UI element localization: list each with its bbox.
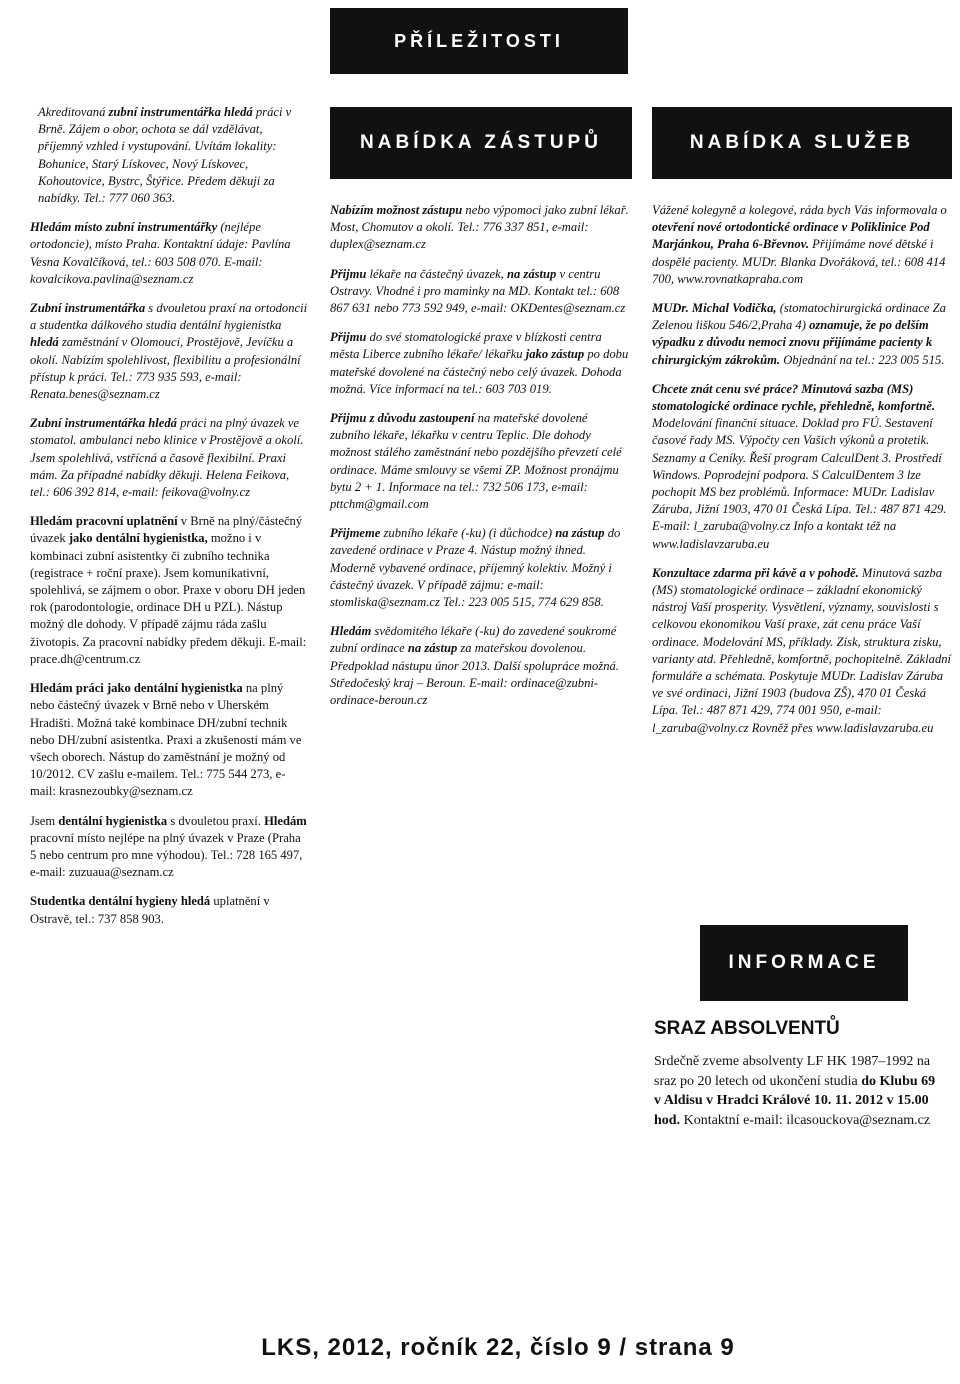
text-bold: Zubní instrumentářka hledá — [30, 416, 177, 431]
ad-left-4 — [30, 415, 308, 501]
text: Srdečně zveme absolventy LF HK 1987–1992 na sraz po 20 letech od ukončení studia — [654, 1054, 931, 1089]
ad-left-8 — [30, 893, 308, 927]
ad-left-2 — [30, 219, 308, 288]
text-bold: Hledám pracovní uplatnění — [30, 514, 178, 529]
header-nabidka-sluzeb-text: NABÍDKA SLUŽEB — [689, 132, 915, 153]
text-bold: Přijmeme — [330, 526, 381, 541]
text: do zavedené ordinace v Praze 4. Nástup možný ihned. Moderně vybavené ordinace, příjemný kolektiv. Možný i částečný úvazek. V případě zájmu: e-mail: stomliska@seznam.cz Tel.: 223 005 515, 774 629 858. — [330, 526, 621, 610]
right-column — [652, 202, 952, 749]
sraz-section — [654, 1018, 944, 1130]
text-bold: do Klubu 69 v Aldisu v Hradci Králové 10. 11. 2012 v 15.00 hod. — [654, 1073, 936, 1128]
text-bold: Hledám práci jako dentální hygienistka — [30, 681, 243, 696]
text-bold: Hledám — [330, 624, 372, 639]
ad-left-6 — [30, 680, 308, 800]
text-bold: Konzultace zdarma při kávě a v pohodě. — [652, 565, 859, 580]
sraz-title: SRAZ ABSOLVENTŮ — [654, 1018, 840, 1039]
text: s dvouletou praxí na ortodoncii a studentka dálkového studia dentální hygienistka — [30, 301, 308, 333]
text-bold: jako zástup — [525, 347, 585, 362]
text: s dvouletou praxí. — [167, 813, 265, 828]
text-bold: na zástup — [506, 266, 557, 281]
text-bold: na zástup — [555, 526, 605, 541]
text-bold: Studentka dentální hygieny hledá — [30, 894, 211, 909]
header-informace — [700, 925, 908, 1001]
text: Jsem — [30, 813, 59, 828]
text: Minutová sazba (MS) stomatologické ordinace – základní ekonomický nástroj Vaší prosperity. Vysvětlení, významy, souvislosti s celkovou ekonomikou Vaší praxe, zát cenu práce Vaší ordinace. Modelování MS, příklady. Zisk, struktura zisku, varianty atd. Přehledně, komfortně, pochopitelně. Základní formuláře a schémata. Poskytuje MUDr. Ladislav Záruba ve své ordinaci, Jižní 1903 (budova ZŠ), 470 01 Česká Lípa. Tel.: 487 871 429, 774 001 950, e-mail: l_zaruba@volny.cz Rovněž přes www.ladislavzaruba.eu — [652, 565, 952, 735]
text: Akreditovaná — [38, 105, 109, 119]
text-bold: Hledám — [264, 813, 307, 828]
ad-right-3 — [652, 381, 952, 553]
text: svědomitého lékaře (-ku) do zavedené soukromé zubní ordinace — [330, 624, 617, 656]
text-bold: otevření nové ortodontické ordinace v Poliklinice Pod Marjánkou, Praha 6-Břevnov. — [652, 220, 930, 252]
ad-right-2 — [652, 300, 952, 369]
ad-left-7 — [30, 813, 308, 882]
text: lékaře na částečný úvazek, — [366, 266, 507, 281]
text: (stomatochirurgická ordinace Za Zelenou liškou 546/2,Praha 4) — [652, 301, 946, 333]
middle-column — [330, 202, 630, 721]
ad-left-3 — [30, 300, 308, 403]
header-prilezitosti — [330, 8, 628, 74]
text-bold: Zubní instrumentářka — [30, 301, 146, 316]
text: uplatnění v Ostravě, tel.: 737 858 903. — [30, 894, 270, 926]
text: na mateřské dovolené zubního lékaře, lékařku v centru Teplic. Dle dohody možnost stálého zaměstnání nebo pozdějšího převzetí celé ordinace. Máme smlouvy se všemi ZP. Možnost pronájmu bytu 2 + 1. Informace na tel.: 732 506 173, e-mail: pttchm@gmail.com — [330, 411, 622, 512]
ad-left-1 — [30, 104, 308, 207]
text-bold: Přijmu — [330, 266, 367, 281]
header-informace-text: INFORMACE — [728, 952, 880, 973]
text-bold: hledá — [30, 335, 59, 350]
text-bold: na zástup — [407, 641, 458, 656]
text: práci na plný úvazek ve stomatol. ambulanci nebo klinice v Prostějově a okolí. Jsem spolehlivá, vstřícná a časově flexibilní. Praxi mám. Za případné nabídky děkuji. Helena Feikova, tel.: 606 392 814, e-mail: feikova@volny.cz — [30, 416, 304, 500]
text-bold: jako dentální hygienistka, — [68, 531, 208, 546]
text: Přijímáme nové dětské i dospělé pacienty. MUDr. Blanka Dvořáková, tel.: 608 414 700, www.rovnatkapraha.com — [652, 237, 946, 286]
text: Modelování finanční situace. Doklad pro FÚ. Sestavení časové řady MS. Výpočty cen Vašich výkonů a protetik. Seznamy a Ceníky. Řeší program CalculDent 3. Prostředí Windows. Poprodejní podpora. S CalculDentem 3 lze pochopit MS bez problémů. Informace: MUDr. Ladislav Záruba, Jižní 1903, 470 01 Česká Lípa. Tel.: 487 871 429. E-mail: l_zaruba@volny.cz Info a kontakt též na www.ladislavzaruba.eu — [652, 416, 947, 551]
ad-right-4 — [652, 565, 952, 737]
header-nabidka-sluzeb — [652, 107, 952, 179]
ad-middle-2 — [330, 266, 630, 318]
text-bold: Přijmu — [330, 330, 367, 345]
text: práci v Brně. Zájem o obor, ochota se dál vzdělávat, příjemný vzhled i vystupování. Uvítám lokality: Bohunice, Starý Lískovec, Nový Lískovec, Kohoutovice, Bystrc, Štýřice. Předem děkuji za nabídky. Tel.: 777 060 363. — [38, 105, 292, 206]
text-bold: zubní instrumentářka hledá — [108, 105, 253, 119]
text-bold: Nabízím možnost zástupu — [330, 203, 463, 217]
sraz-text — [654, 1052, 944, 1130]
header-nabidka-zastupu — [330, 107, 632, 179]
ad-middle-1 — [330, 202, 630, 254]
ad-right-1 — [652, 202, 952, 288]
ad-left-5 — [30, 513, 308, 668]
text: nebo výpomoci jako zubní lékař. Most, Chomutov a okolí. Tel.: 776 337 851, e-mail: duplex@seznam.cz — [330, 203, 629, 252]
text: zaměstnání v Olomouci, Prostějově, Jevíčku a okolí. Nabízím spolehlivost, flexibilitu a profesionální přístup k práci. Tel.: 773 935 593, e-mail: Renata.benes@seznam.cz — [30, 335, 301, 402]
text-bold: oznamuje, že po delším výpadku z důvodu nemoci znovu přijímáme pacienty k chirurgickým zákrokům. — [652, 318, 933, 367]
text: Objednání na tel.: 223 005 515. — [780, 352, 945, 367]
text-bold: Chcete znát cenu své práce? Minutová sazba (MS) stomatologické ordinace rychle, přehledně, komfortně. — [652, 381, 935, 414]
text: (nejlépe ortodoncie), místo Praha. Kontaktní údaje: Pavlína Vesna Kovalčíková, tel.: 603 508 070. E-mail: kovalcikova.pavlina@seznam.cz — [30, 220, 291, 286]
text: v centru Ostravy. Vhodné i pro maminky na MD. Kontakt tel.: 608 867 631 nebo 773 592 949, e-mail: OKDentes@seznam.cz — [330, 266, 626, 316]
header-nabidka-zastupu-text: NABÍDKA ZÁSTUPŮ — [360, 132, 602, 153]
text-bold: MUDr. Michal Vodička, — [652, 301, 777, 316]
text: možno i v kombinaci zubní asistentky či zubního technika (registrace + roční praxe). Jsem komunikativní, spolehlivá, se zájmem o obor. Praxe v oboru DH jeden rok (parodontologie, ordinace DH u PZL). Nástup možný dle dohody. V případě zájmu ráda zašlu životopis. Za pracovní nabídky předem děkuji. E-mail: prace.dh@centrum.cz — [30, 531, 307, 666]
text: v Brně na plný/částečný úvazek — [30, 514, 303, 546]
left-column — [30, 104, 308, 940]
text-bold: dentální hygienistka — [58, 813, 168, 828]
text: Kontaktní e-mail: ilcasouckova@seznam.cz — [680, 1112, 931, 1128]
text-bold: Přijmu z důvodu zastoupení — [330, 411, 475, 426]
ad-middle-4 — [330, 410, 630, 513]
page-footer: LKS, 2012, ročník 22, číslo 9 / strana 9 — [261, 1334, 735, 1361]
text: zubního lékaře (-ku) (i důchodce) — [380, 526, 556, 541]
text: po dobu mateřské dovolené na částečný nebo celý úvazek. Dohoda možná. Více informací na tel.: 603 703 019. — [330, 347, 629, 396]
ad-middle-3 — [330, 329, 630, 398]
text: za mateřskou dovolenou. Předpoklad nástupu únor 2013. Další spolupráce možná. Středočeský kraj – Beroun. E-mail: ordinace@zubni-ordinace-beroun.cz — [330, 641, 619, 708]
text: pracovní místo nejlépe na plný úvazek v Praze (Praha 5 nebo centrum pro mne výhodou). Tel.: 728 165 497, e-mail: zuzuaua@seznam.cz — [30, 830, 303, 880]
header-prilezitosti-text: PŘÍLEŽITOSTI — [394, 30, 564, 51]
text: Vážené kolegyně a kolegové, ráda bych Vás informovala o — [652, 203, 947, 217]
ad-middle-5 — [330, 525, 630, 611]
text: do své stomatologické praxe v blízkosti centra města Liberce zubního lékaře/ lékařku — [330, 330, 602, 362]
text: na plný nebo částečný úvazek v Brně nebo v Uherském Hradišti. Možná také kombinace DH/zubní technik nebo DH/zubní asistentka. Praxi a zkušenosti mám ve všech oborech. Nástup do zaměstnání je možný od 10/2012. CV zašlu e-mailem. Tel.: 775 544 273, e-mail: krasnezoubky@seznam.cz — [30, 681, 302, 799]
ad-middle-6 — [330, 623, 630, 709]
text-bold: Hledám místo zubní instrumentářky — [30, 220, 218, 235]
